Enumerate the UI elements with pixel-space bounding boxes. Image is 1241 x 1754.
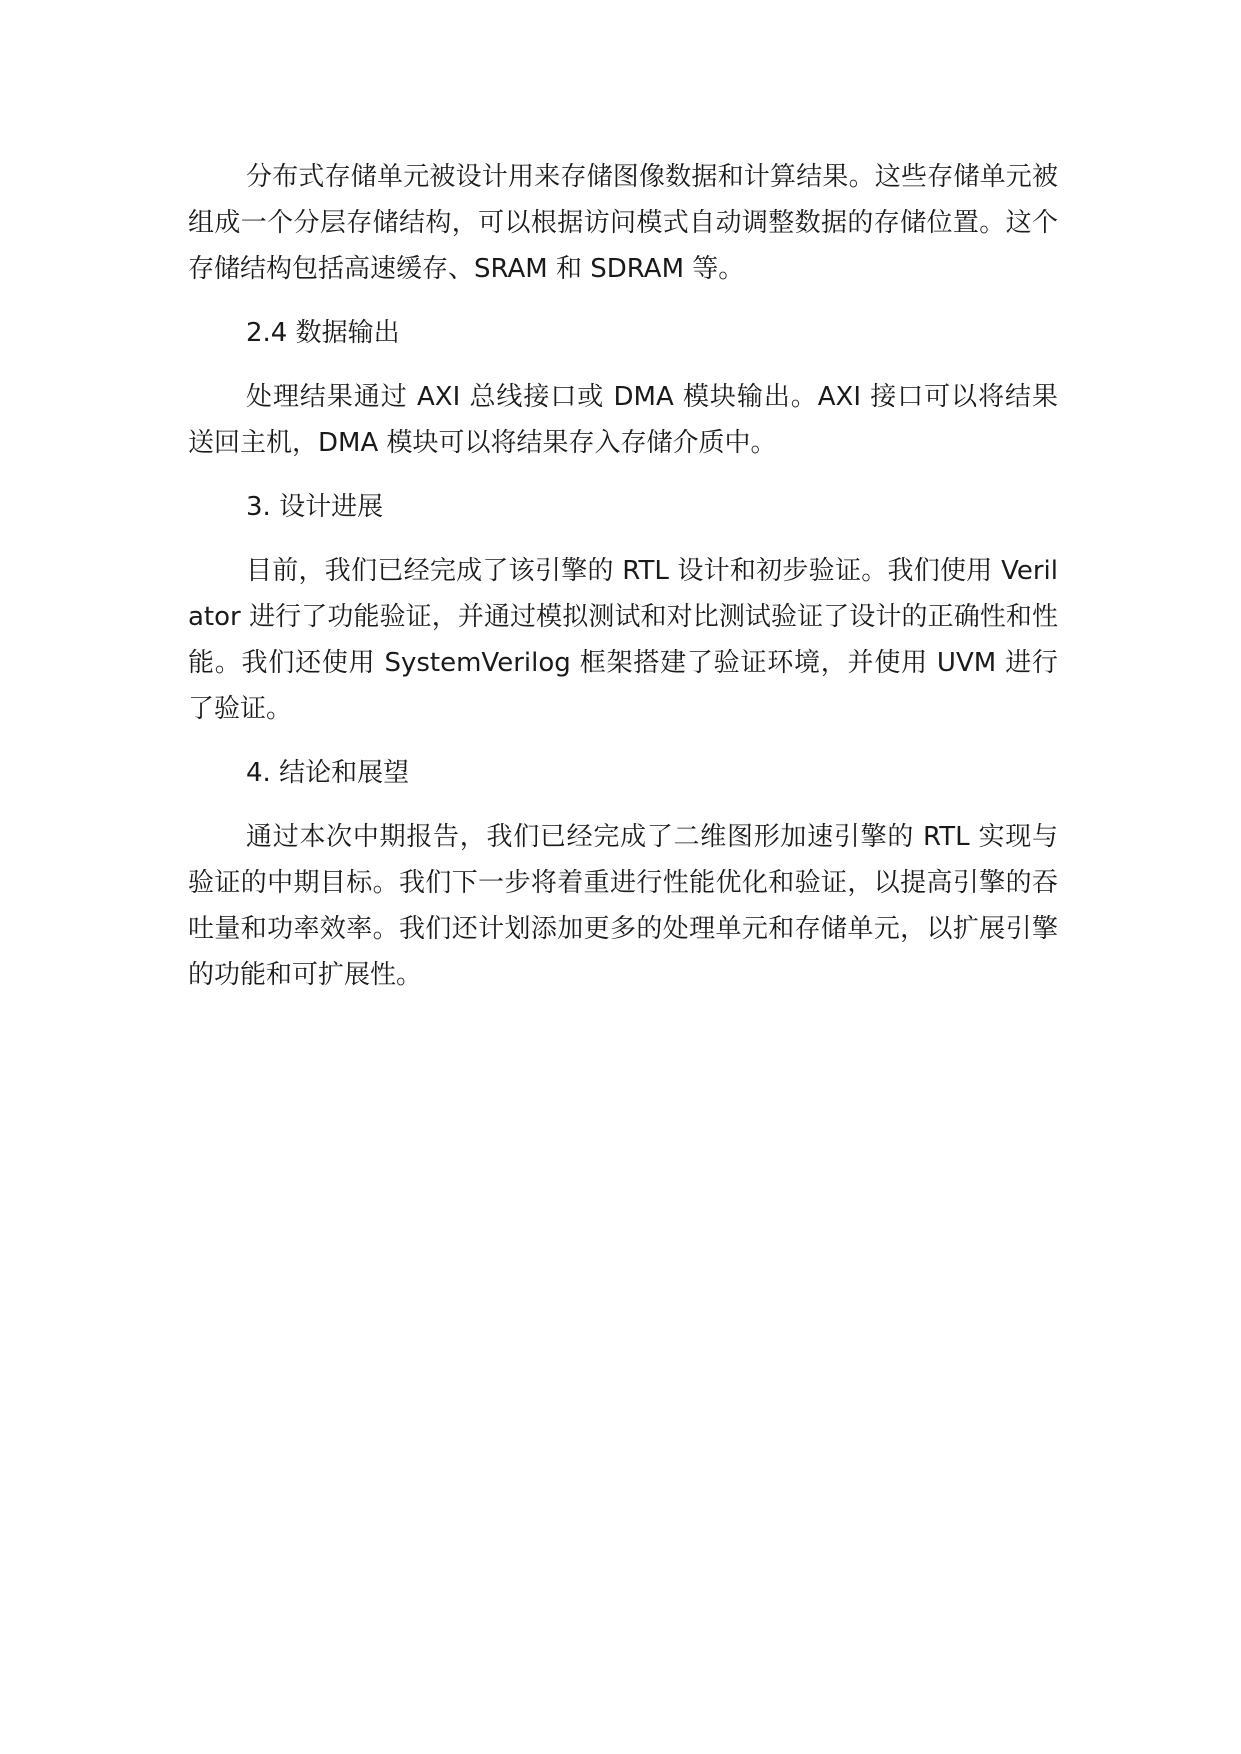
document-body (188, 154, 1058, 998)
conclusion-paragraph: 通过本次中期报告，我们已经完成了二维图形加速引擎的 RTL 实现与验证的中期目标。我们下一步将着重进行性能优化和验证，以提高引擎的吞吐量和功率效率。我们还计划添加更多的处理单元和存储单元，以扩展引擎的功能和可扩展性。 (188, 822, 1058, 990)
storage-paragraph: 分布式存储单元被设计用来存储图像数据和计算结果。这些存储单元被组成一个分层存储结构，可以根据访问模式自动调整数据的存储位置。这个存储结构包括高速缓存、SRAM 和 SDRAM 等。 (188, 162, 1058, 284)
progress-paragraph: 目前，我们已经完成了该引擎的 RTL 设计和初步验证。我们使用 Verilator 进行了功能验证，并通过模拟测试和对比测试验证了设计的正确性和性能。我们还使用 SystemVerilog 框架搭建了验证环境，并使用 UVM 进行了验证。 (188, 556, 1058, 724)
section-heading-conclusion: 4. 结论和展望 (246, 758, 410, 788)
output-paragraph: 处理结果通过 AXI 总线接口或 DMA 模块输出。AXI 接口可以将结果送回主机，DMA 模块可以将结果存入存储介质中。 (188, 382, 1058, 458)
section-heading-progress: 3. 设计进展 (246, 492, 384, 522)
section-heading-data-output: 2.4 数据输出 (246, 318, 400, 348)
